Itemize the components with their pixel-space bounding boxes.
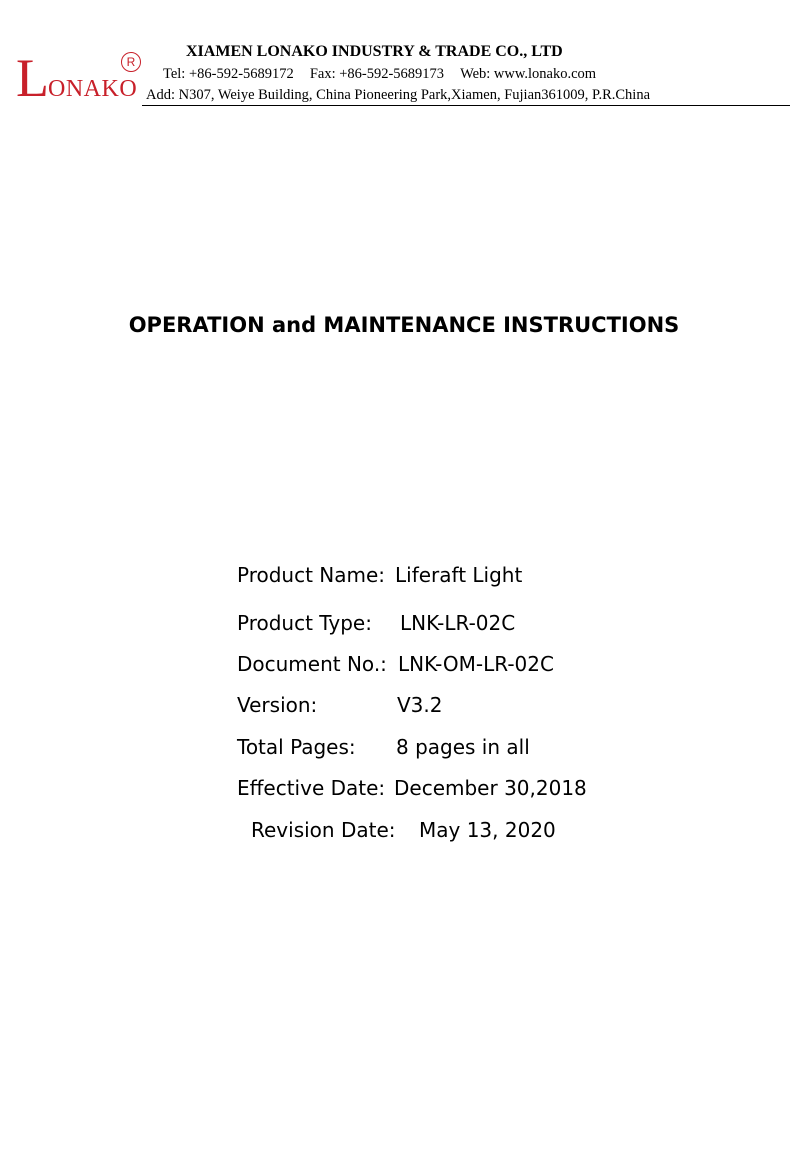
- total-pages-label: Total Pages:: [237, 735, 356, 759]
- document-title: OPERATION and MAINTENANCE INSTRUCTIONS: [128, 313, 680, 337]
- version-label: Version:: [237, 693, 318, 717]
- document-number-label: Document No.:: [237, 652, 387, 676]
- product-type-label: Product Type:: [237, 611, 372, 635]
- fax: Fax: +86-592-5689173: [309, 66, 445, 82]
- product-type-value: LNK-LR-02C: [400, 611, 516, 635]
- letterhead: [0, 0, 808, 110]
- website: Web: www.lonako.com: [460, 66, 597, 82]
- logo-initial: L: [16, 48, 48, 108]
- company-address: Add: N307, Weiye Building, China Pioneering Park,Xiamen, Fujian361009, P.R.China: [146, 87, 651, 103]
- header-divider: [142, 105, 790, 106]
- document-info: [0, 560, 808, 860]
- company-name: XIAMEN LONAKO INDUSTRY & TRADE CO., LTD: [186, 43, 563, 60]
- logo-rest: ONAKO: [48, 76, 138, 102]
- document-number-value: LNK-OM-LR-02C: [398, 652, 554, 676]
- revision-date-label: Revision Date:: [251, 818, 396, 842]
- effective-date-value: December 30,2018: [394, 776, 587, 800]
- effective-date-label: Effective Date:: [237, 776, 386, 800]
- revision-date-value: May 13, 2020: [419, 818, 556, 842]
- telephone: Tel: +86-592-5689172: [163, 66, 294, 82]
- total-pages-value: 8 pages in all: [396, 735, 530, 759]
- product-name-label: Product Name:: [237, 563, 386, 587]
- company-logo: [16, 48, 138, 108]
- contact-line: [163, 64, 596, 84]
- product-name-value: Liferaft Light: [395, 563, 523, 587]
- version-value: V3.2: [397, 693, 443, 717]
- registered-trademark-icon: R: [121, 52, 141, 72]
